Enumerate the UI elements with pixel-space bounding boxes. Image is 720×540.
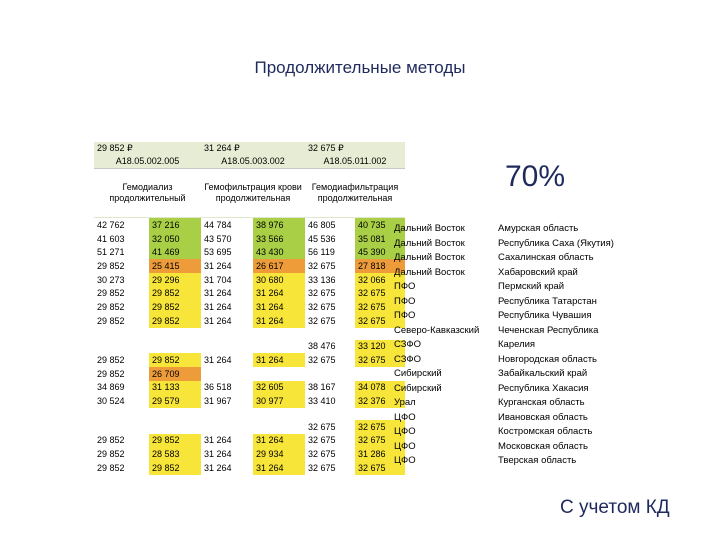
table-cell: 53 695 xyxy=(204,247,232,258)
table-row xyxy=(94,273,405,287)
subject-item: Сахалинская область xyxy=(498,252,594,263)
table-cell: 32 675 xyxy=(355,286,405,300)
district-item: СЗФО xyxy=(394,339,421,350)
table-row xyxy=(94,218,405,232)
table-cell xyxy=(94,340,149,354)
table-cell: 31 704 xyxy=(204,274,232,285)
district-item: СЗФО xyxy=(394,353,421,365)
district-item: ПФО xyxy=(394,310,416,321)
table-cell: 25 415 xyxy=(149,259,201,273)
table-cell: 31 264 xyxy=(204,449,232,460)
district-item: Дальний Восток xyxy=(394,223,465,234)
district-item: Северо-Кавказский xyxy=(394,324,480,336)
subject-item: Республика Чувашия xyxy=(498,310,592,321)
table-cell: 32 675 xyxy=(308,288,336,299)
table-cell: 26 617 xyxy=(253,259,305,273)
table-row xyxy=(94,286,405,300)
district-item: ЦФО xyxy=(394,426,416,437)
table-cell: 29 579 xyxy=(149,394,201,408)
table-cell: 31 264 xyxy=(204,315,232,326)
table-row xyxy=(94,447,405,461)
subject-item: Костромская область xyxy=(498,426,593,437)
district-item: Дальний Восток xyxy=(394,237,465,249)
table-cell: 32 066 xyxy=(355,273,405,287)
footer-note: С учетом КД xyxy=(560,497,670,518)
table-cell: 33 566 xyxy=(253,232,305,246)
table-cell: 31 264 xyxy=(253,286,305,300)
district-item: ЦФО xyxy=(394,440,416,452)
subject-item: Московская область xyxy=(498,440,588,452)
method-hemodiafiltration: Гемодиафильтрация продолжительная xyxy=(311,182,399,203)
subject-item: Карелия xyxy=(498,339,536,350)
table-row xyxy=(94,353,405,367)
table-cell: 32 675 xyxy=(355,353,405,367)
table-cell: 44 784 xyxy=(204,219,232,230)
subject-list xyxy=(498,222,628,469)
district-item: ПФО xyxy=(394,281,416,292)
subject-item: Курганская область xyxy=(498,397,585,408)
table-cell: 31 264 xyxy=(204,435,232,446)
subject-item: Новгородская область xyxy=(498,353,597,365)
table-cell: 31 264 xyxy=(253,300,305,314)
row-gap xyxy=(94,408,405,420)
district-item: Сибирский xyxy=(394,382,442,394)
table-cell: 29 852 xyxy=(149,461,201,475)
table-cell: 31 264 xyxy=(253,314,305,328)
table-cell: 33 120 xyxy=(355,340,405,354)
table-cell: 51 271 xyxy=(97,247,125,258)
table-cell: 31 286 xyxy=(355,447,405,461)
table-cell: 31 264 xyxy=(204,260,232,271)
row-gap xyxy=(94,328,405,340)
table-cell: 31 264 xyxy=(253,461,305,475)
code-hemofiltration: A18.05.003.002 xyxy=(201,153,305,169)
table-row xyxy=(94,381,405,395)
table-cell: 32 605 xyxy=(253,381,305,395)
table-cell xyxy=(253,420,305,434)
table-cell: 42 762 xyxy=(97,219,125,230)
table-row xyxy=(94,300,405,314)
table-row xyxy=(94,340,405,354)
price-hemodiafiltration: 32 675 ₽ xyxy=(305,142,405,153)
table-cell: 33 136 xyxy=(308,274,336,285)
district-item: ЦФО xyxy=(394,455,416,466)
table-cell: 27 818 xyxy=(355,259,405,273)
district-item: ЦФО xyxy=(394,411,416,423)
table-cell: 29 852 xyxy=(97,301,125,312)
table-row xyxy=(94,232,405,246)
table-cell: 32 675 xyxy=(308,315,336,326)
price-hemodialysis: 29 852 ₽ xyxy=(94,142,201,153)
table-row xyxy=(94,420,405,434)
table-cell: 29 296 xyxy=(149,273,201,287)
table-cell: 29 934 xyxy=(253,447,305,461)
table-cell: 31 264 xyxy=(204,355,232,366)
table-row xyxy=(94,434,405,448)
percent-label: 70% xyxy=(505,160,566,193)
table-cell: 29 852 xyxy=(97,368,125,379)
table-cell: 30 273 xyxy=(97,274,125,285)
table-cell: 45 536 xyxy=(308,233,336,244)
table-cell: 32 675 xyxy=(355,461,405,475)
table-cell: 41 469 xyxy=(149,245,201,259)
table-cell xyxy=(94,420,149,434)
table-cell xyxy=(305,367,355,381)
table-cell: 30 524 xyxy=(97,396,125,407)
code-hemodialysis: A18.05.002.005 xyxy=(94,153,201,169)
table-cell xyxy=(149,420,201,434)
table-cell xyxy=(201,420,253,434)
table-cell: 29 852 xyxy=(149,434,201,448)
table-cell: 41 603 xyxy=(97,233,125,244)
district-item: Дальний Восток xyxy=(394,266,465,278)
code-hemodiafiltration: A18.05.011.002 xyxy=(305,153,405,169)
table-cell: 29 852 xyxy=(97,435,125,446)
table-cell: 40 735 xyxy=(355,218,405,232)
table-row xyxy=(94,245,405,259)
table-cell xyxy=(253,367,305,381)
table-cell: 31 264 xyxy=(204,462,232,473)
page-title: Продолжительные методы xyxy=(254,58,466,77)
code-row xyxy=(94,153,405,169)
table-cell: 32 675 xyxy=(308,462,336,473)
subject-item: Республика Хакасия xyxy=(498,382,589,394)
subject-item: Республика Татарстан xyxy=(498,295,597,307)
table-cell: 32 675 xyxy=(355,420,405,434)
table-cell xyxy=(149,340,201,354)
district-list xyxy=(394,222,494,469)
table-row xyxy=(94,259,405,273)
table-cell: 35 081 xyxy=(355,232,405,246)
table-cell: 31 967 xyxy=(204,396,232,407)
table-cell: 43 570 xyxy=(204,233,232,244)
table-cell: 29 852 xyxy=(97,288,125,299)
table-cell: 30 977 xyxy=(253,394,305,408)
table-cell: 32 675 xyxy=(355,434,405,448)
subject-item: Забайкальский край xyxy=(498,368,588,379)
table-row xyxy=(94,314,405,328)
table-cell: 29 852 xyxy=(149,300,201,314)
table-cell xyxy=(253,340,305,354)
table-cell: 38 167 xyxy=(308,382,336,393)
table-cell: 33 410 xyxy=(308,396,336,407)
table-cell: 26 709 xyxy=(149,367,201,381)
table-cell: 34 869 xyxy=(97,382,125,393)
district-item: Дальний Восток xyxy=(394,252,465,263)
method-hemodialysis: Гемодиализ продолжительный xyxy=(109,182,186,203)
table-cell: 32 050 xyxy=(149,232,201,246)
table-row xyxy=(94,367,405,381)
table-row xyxy=(94,461,405,475)
subject-item: Ивановская область xyxy=(498,411,588,423)
table-cell: 34 078 xyxy=(355,381,405,395)
subject-item: Хабаровский край xyxy=(498,266,578,278)
table-cell: 29 852 xyxy=(149,286,201,300)
table-cell: 31 264 xyxy=(253,353,305,367)
district-item: Урал xyxy=(394,397,416,408)
table-cell: 38 476 xyxy=(308,341,336,352)
table-cell xyxy=(201,367,253,381)
table-cell: 32 675 xyxy=(308,421,336,432)
table-cell: 36 518 xyxy=(204,382,232,393)
table-cell: 32 675 xyxy=(308,449,336,460)
table-cell: 29 852 xyxy=(97,315,125,326)
subject-item: Республика Саха (Якутия) xyxy=(498,237,614,249)
method-hemofiltration: Гемофильтрация крови продолжительная xyxy=(204,182,302,203)
table-cell: 37 216 xyxy=(149,218,201,232)
table-cell: 43 430 xyxy=(253,245,305,259)
table-cell: 45 390 xyxy=(355,245,405,259)
table-cell: 31 264 xyxy=(204,288,232,299)
subject-item: Амурская область xyxy=(498,223,579,234)
table-cell: 29 852 xyxy=(97,462,125,473)
table-cell: 30 680 xyxy=(253,273,305,287)
table-cell: 56 119 xyxy=(308,247,335,258)
table-cell: 31 264 xyxy=(204,301,232,312)
table-cell: 32 675 xyxy=(355,300,405,314)
table-row xyxy=(94,394,405,408)
table-cell: 29 852 xyxy=(149,353,201,367)
table-cell: 32 376 xyxy=(355,394,405,408)
table-cell: 46 805 xyxy=(308,219,336,230)
subject-item: Чеченская Республика xyxy=(498,324,599,336)
table-cell: 32 675 xyxy=(355,314,405,328)
table-cell: 29 852 xyxy=(97,449,125,460)
price-hemofiltration: 31 264 ₽ xyxy=(201,142,305,153)
table-cell xyxy=(201,340,253,354)
table-cell: 32 675 xyxy=(308,355,336,366)
tariff-table xyxy=(94,142,405,475)
subject-item: Тверская область xyxy=(498,455,577,466)
method-name-row xyxy=(94,169,405,218)
table-cell: 29 852 xyxy=(97,355,125,366)
table-cell: 31 133 xyxy=(149,381,201,395)
district-item: Сибирский xyxy=(394,368,442,379)
table-cell: 29 852 xyxy=(97,260,125,271)
table-cell: 38 976 xyxy=(253,218,305,232)
table-cell: 31 264 xyxy=(253,434,305,448)
subject-item: Пермский край xyxy=(498,281,565,292)
table-cell: 28 583 xyxy=(149,447,201,461)
table-cell: 32 675 xyxy=(308,260,336,271)
table-cell: 32 675 xyxy=(308,435,336,446)
table-cell: 32 675 xyxy=(308,301,336,312)
district-item: ПФО xyxy=(394,295,416,307)
price-row xyxy=(94,142,405,153)
table-cell: 29 852 xyxy=(149,314,201,328)
